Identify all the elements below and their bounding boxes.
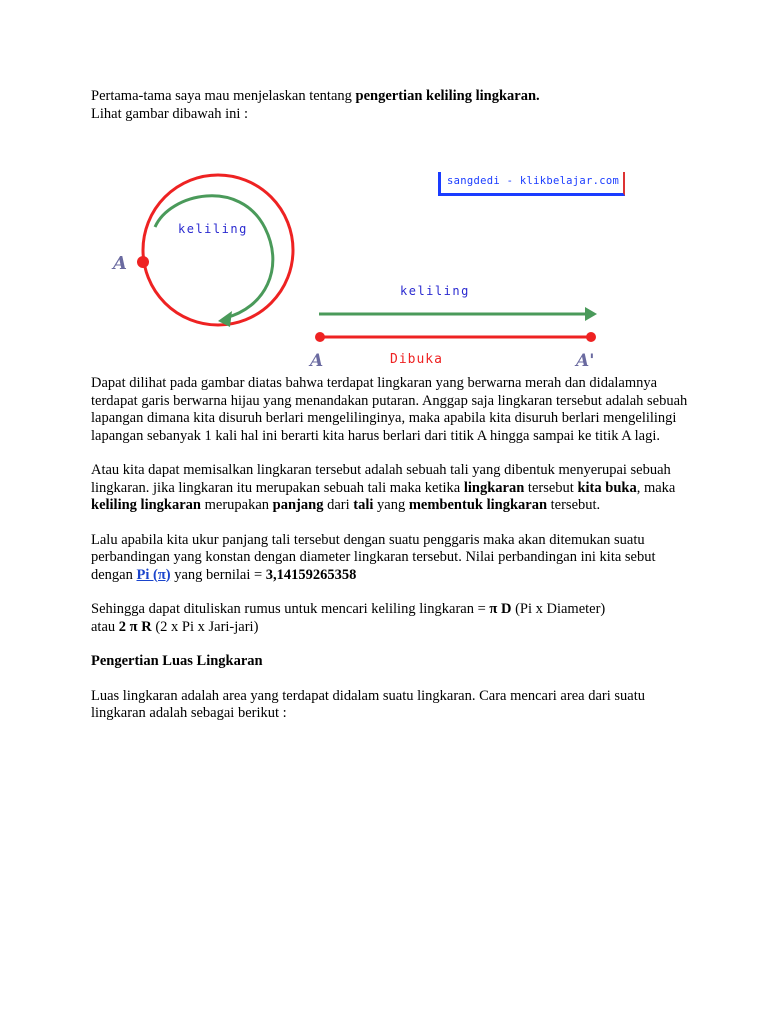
para4-text: Sehingga dapat dituliskan rumus untuk mencari keliling lingkaran = — [91, 601, 490, 617]
para2-text: tersebut. — [547, 497, 601, 513]
paragraph-2 — [91, 462, 691, 515]
line-point-a-label: A — [310, 351, 324, 371]
para2-text: Atau kita dapat memisalkan lingkaran tersebut adalah sebuah tali yang dibentuk menyerupai sebuah lingkaran. jika lingkaran itu merupakan sebuah tali maka ketika — [91, 462, 671, 496]
para2-bold: lingkaran — [463, 479, 525, 496]
para4-text: (2 x Pi x Jari-jari) — [151, 618, 259, 635]
heading-luas-lingkaran: Pengertian Luas Lingkaran — [91, 653, 263, 669]
pi-link[interactable]: Pi (π) — [136, 566, 171, 583]
line-point-a-prime-dot — [586, 332, 596, 342]
intro-line-1 — [91, 88, 691, 106]
para3-text: yang bernilai = — [170, 566, 266, 583]
para2-bold: panjang — [272, 497, 324, 513]
line-point-a-prime-label: A' — [576, 351, 595, 371]
figure-svg — [0, 123, 768, 375]
intro-line-2: Lihat gambar dibawah ini : — [91, 105, 249, 122]
dibuka-label: Dibuka — [390, 352, 443, 367]
para2-text: , maka — [636, 479, 676, 496]
para4-text: atau — [91, 618, 119, 635]
para2-bold: tali — [353, 497, 374, 513]
para2-text: dari — [323, 497, 354, 513]
watermark-logo: sangdedi - klikbelajar.com — [438, 172, 625, 196]
circumference-figure — [91, 123, 691, 375]
intro-bold: pengertian keliling lingkaran. — [355, 88, 540, 104]
paragraph-3 — [91, 532, 691, 585]
circle-point-a-label: A — [113, 253, 127, 274]
paragraph-4-line-2 — [91, 619, 691, 637]
green-arrowhead-line — [585, 307, 597, 321]
formula-pi-d: π D — [489, 601, 512, 617]
intro-text: Pertama-tama saya mau menjelaskan tentang — [91, 88, 356, 104]
green-rotation-arc — [155, 196, 273, 318]
para3-text: Lalu apabila kita ukur panjang tali tersebut dengan suatu penggaris maka akan ditemukan suatu perbandingan yang konstan dengan diameter lingkaran tersebut. Nilai perbandingan ini kita sebut dengan — [91, 531, 656, 583]
paragraph-5: Luas lingkaran adalah area yang terdapat didalam suatu lingkaran. Cara mencari area dari suatu lingkaran adalah sebagai berikut : — [91, 687, 645, 721]
paragraph-1: Dapat dilihat pada gambar diatas bahwa terdapat lingkaran yang berwarna merah dan didalamnya terdapat garis berwarna hijau yang menandakan putaran. Anggap saja lingkaran tersebut adalah sebuah lapangan dimana kita disuruh berlari mengelilinginya, maka apabila kita disuruh berlari mengelilingi lapangan sebanyak 1 kali hal ini berarti kita harus berlari dari titik A hingga sampai ke titik A lagi. — [91, 375, 688, 444]
para2-text: yang — [373, 497, 409, 513]
circle-keliling-label: keliling — [178, 222, 248, 236]
document-page — [91, 88, 691, 723]
formula-2-pi-r: 2 π R — [118, 618, 152, 635]
circle-point-a-dot — [137, 256, 149, 268]
para2-text: merupakan — [201, 497, 273, 513]
para2-bold: membentuk lingkaran — [408, 497, 548, 513]
pi-value: 3,14159265358 — [265, 566, 357, 583]
para2-bold: kita buka — [577, 479, 637, 496]
paragraph-4-line-1 — [91, 601, 691, 619]
para4-text: (Pi x Diameter) — [511, 601, 606, 617]
para2-text: tersebut — [524, 479, 578, 496]
para2-bold: keliling lingkaran — [91, 497, 201, 513]
line-point-a-dot — [315, 332, 325, 342]
line-keliling-label: keliling — [400, 284, 470, 298]
